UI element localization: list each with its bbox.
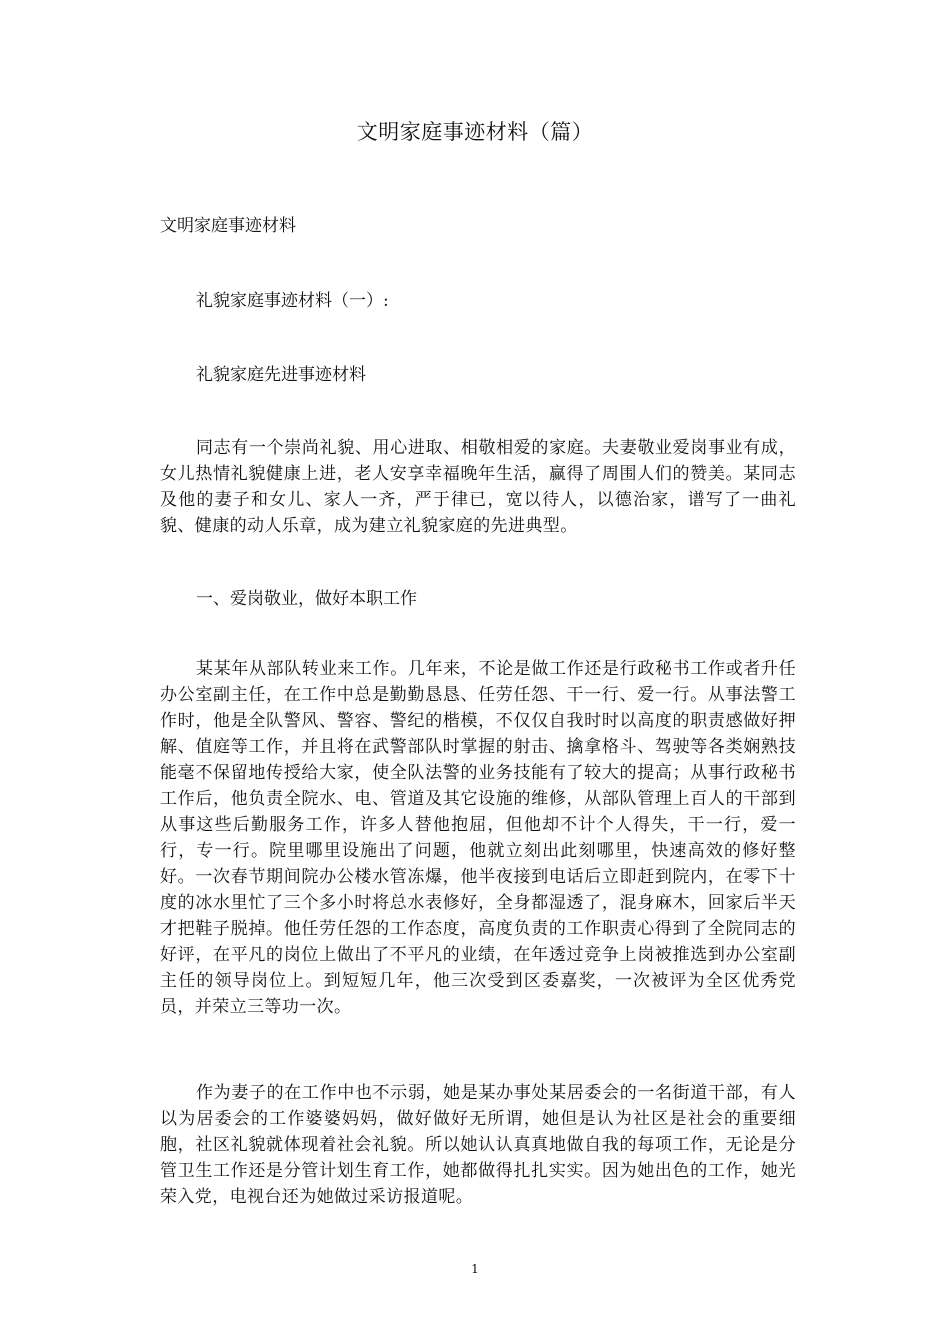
section-heading-2: 礼貌家庭先进事迹材料	[196, 365, 366, 385]
document-title: 文明家庭事迹材料（篇）	[356, 120, 594, 144]
paragraph-intro: 同志有一个崇尚礼貌、用心进取、相敬相爱的家庭。夫妻敬业爱岗事业有成，女儿热情礼貌健康上进，老人安享幸福晚年生活，赢得了周围人们的赞美。某同志及他的妻子和女儿、家人一齐，严于律已，宽以待人，以德治家，谱写了一曲礼貌、健康的动人乐章，成为建立礼貌家庭的先进典型。	[160, 438, 796, 536]
section-heading-1: 礼貌家庭事迹材料（一）:	[196, 291, 389, 311]
page-number: 1	[471, 1262, 479, 1276]
document-subtitle: 文明家庭事迹材料	[160, 216, 296, 236]
section-heading-3: 一、爱岗敬业，做好本职工作	[196, 589, 417, 609]
paragraph-work: 某某年从部队转业来工作。几年来，不论是做工作还是行政秘书工作或者升任办公室副主任，在工作中总是勤勤恳恳、任劳任怨、干一行、爱一行。从事法警工作时，他是全队警风、警容、警纪的楷模，不仅仅自我时时以高度的职责感做好押解、值庭等工作，并且将在武警部队时掌握的射击、擒拿格斗、驾驶等各类娴熟技能毫不保留地传授给大家，使全队法警的业务技能有了较大的提高；从事行政秘书工作后，他负责全院水、电、管道及其它设施的维修，从部队管理上百人的干部到从事这些后勤服务工作，许多人替他抱屈，但他却不计个人得失，干一行，爱一行，专一行。院里哪里设施出了问题，他就立刻出此刻哪里，快速高效的修好整好。一次春节期间院办公楼水管冻爆，他半夜接到电话后立即赶到院内，在零下十度的冰水里忙了三个多小时将总水表修好，全身都湿透了，混身麻木，回家后半天才把鞋子脱掉。他任劳任怨的工作态度，高度负责的工作职责心得到了全院同志的好评，在平凡的岗位上做出了不平凡的业绩，在年透过竞争上岗被推选到办公室副主任的领导岗位上。到短短几年，他三次受到区委嘉奖，一次被评为全区优秀党员，并荣立三等功一次。	[160, 659, 796, 1017]
paragraph-wife: 作为妻子的在工作中也不示弱，她是某办事处某居委会的一名街道干部，有人以为居委会的工作婆婆妈妈，做好做好无所谓，她但是认为社区是社会的重要细胞，社区礼貌就体现着社会礼貌。所以她认认真真地做自我的每项工作，无论是分管卫生工作还是分管计划生育工作，她都做得扎扎实实。因为她出色的工作，她光荣入党，电视台还为她做过采访报道呢。	[160, 1083, 796, 1207]
